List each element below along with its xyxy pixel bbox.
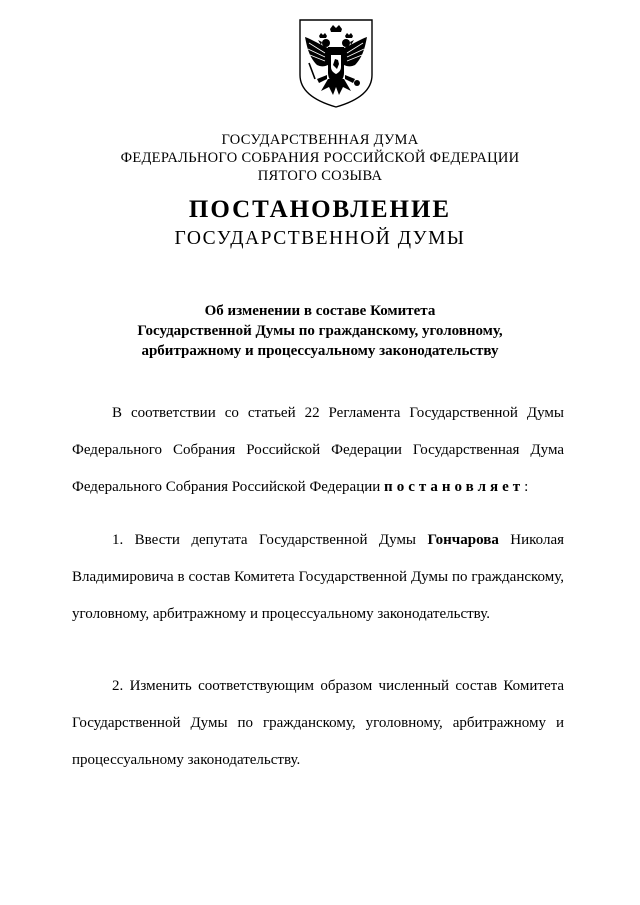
preamble-paragraph [72,395,564,506]
russian-coat-of-arms-emblem [297,17,375,109]
item-1-deputy-name: Гончарова [427,532,499,548]
item-1-suffix: Николая Владимировича в состав Комитета Государственной Думы по гражданскому, уголовному, арбитражному и процессуальному законодательству. [72,532,564,622]
item-1-prefix: 1. Ввести депутата Государственной Думы [112,532,417,548]
document-type: ПОСТАНОВЛЕНИЕ [188,196,452,223]
preamble-suffix: : [524,479,529,495]
document-type-subtitle: ГОСУДАРСТВЕННОЙ ДУМЫ [174,228,466,249]
document-title-line-2: Государственной Думы по гражданскому, уголовному, [137,323,503,339]
document-title-line-1: Об изменении в составе Комитета [204,303,436,319]
organization-line-2: ФЕДЕРАЛЬНОГО СОБРАНИЯ РОССИЙСКОЙ ФЕДЕРАЦИИ [120,150,520,166]
preamble-verb: постановляет [384,479,525,495]
document-title-line-3: арбитражному и процессуальному законодательству [141,343,499,359]
organization-line-1: ГОСУДАРСТВЕННАЯ ДУМА [221,132,419,148]
resolution-item-2: 2. Изменить соответствующим образом численный состав Комитета Государственной Думы по гражданскому, уголовному, арбитражному и процессуальному законодательству. [72,678,564,768]
preamble-text: В соответствии со статьей 22 Регламента Государственной Думы Федерального Собрания Российской Федерации Государственная Дума Федерального Собрания Российской Федерации [72,405,564,495]
organization-line-3: ПЯТОГО СОЗЫВА [257,168,383,184]
resolution-item-1 [72,522,564,633]
